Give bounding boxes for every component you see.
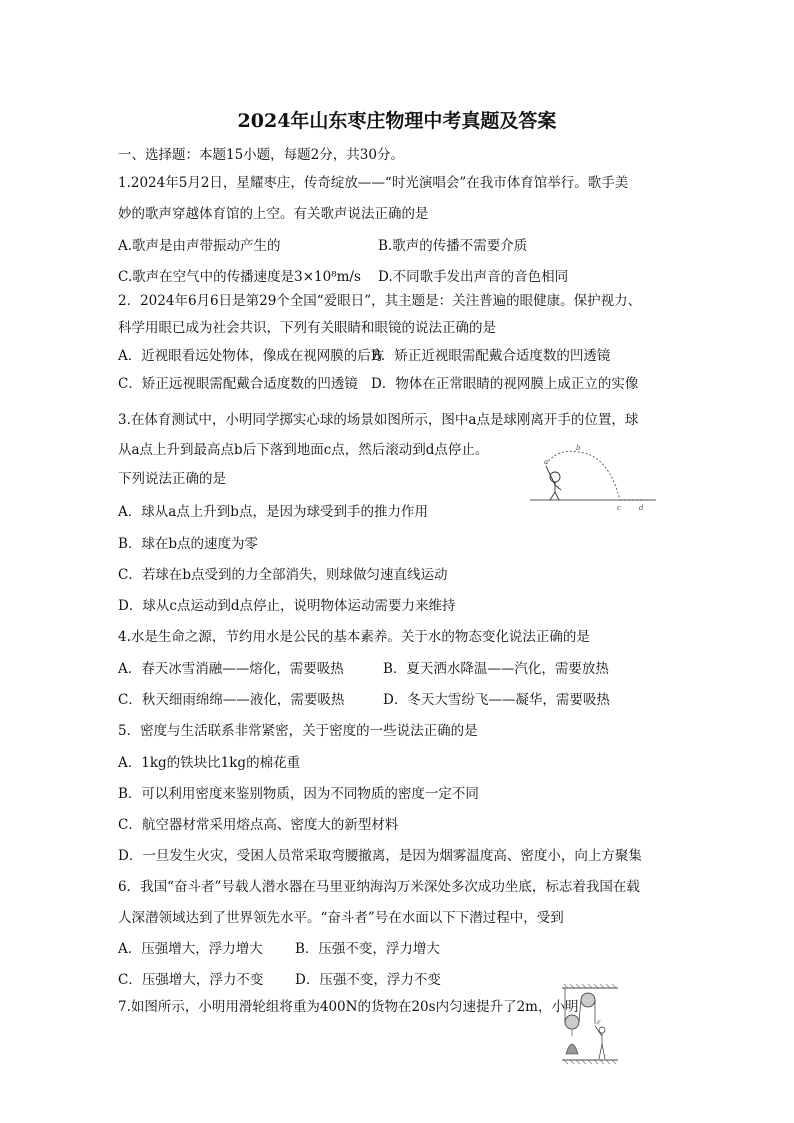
q3-stem: 从a点上升到最高点b后下落到地面c点，然后滚动到d点停止。: [118, 442, 489, 458]
q6-option-c: C．压强增大，浮力不变: [118, 972, 264, 988]
label-f: F: [597, 1020, 601, 1026]
label-a: a: [544, 458, 549, 466]
q1-option-b: B.歌声的传播不需要介质: [378, 238, 528, 254]
q6-stem: 6．我国“奋斗者”号载人潜水器在马里亚纳海沟万米深处多次成功坐底，标志着我国在载: [118, 879, 640, 895]
q5-stem: 5．密度与生活联系非常紧密，关于密度的一些说法正确的是: [118, 723, 478, 739]
q1-option-c: C.歌声在空气中的传播速度是3×10⁸m/s: [118, 269, 361, 285]
pulley-figure: [558, 984, 622, 1064]
q2-stem: 2．2024年6月6日是第29个全国“爱眼日”，其主题是：关注普遍的眼健康。保护视力、: [118, 293, 642, 309]
q7-stem: 7.如图所示，小明用滑轮组将重为400N的货物在20s内匀速提升了2m，小明: [118, 999, 579, 1015]
q2-option-d: D．物体在正常眼睛的视网膜上成正立的实像: [371, 376, 639, 392]
q6-option-b: B．压强不变，浮力增大: [295, 941, 440, 957]
q2-option-c: C．矫正远视眼需配戴合适度数的凹透镜: [118, 376, 358, 392]
q3-option-d: D．球从c点运动到d点停止，说明物体运动需要力来维持: [118, 598, 456, 614]
q3-stem: 下列说法正确的是: [118, 471, 226, 487]
q1-stem: 1.2024年5月2日，星耀枣庄，传奇绽放——“时光演唱会”在我市体育馆举行。歌手美: [118, 175, 629, 191]
q3-stem: 3.在体育测试中，小明同学掷实心球的场景如图所示，图中a点是球刚离开手的位置，球: [118, 412, 639, 428]
q4-option-b: B．夏天洒水降温——汽化，需要放热: [383, 661, 609, 677]
q4-option-c: C．秋天细雨绵绵——液化，需要吸热: [118, 692, 345, 708]
q3-option-a: A．球从a点上升到b点，是因为球受到手的推力作用: [118, 504, 428, 520]
q4-option-a: A．春天冰雪消融——熔化，需要吸热: [118, 661, 344, 677]
q5-option-b: B．可以利用密度来鉴别物质，因为不同物质的密度一定不同: [118, 786, 479, 802]
q2-stem: 科学用眼已成为社会共识，下列有关眼睛和眼镜的说法正确的是: [118, 320, 496, 336]
q6-stem: 人深潜领域达到了世界领先水平。“奋斗者”号在水面以下下潜过程中，受到: [118, 910, 564, 926]
q4-option-d: D．冬天大雪纷飞——凝华，需要吸热: [383, 692, 610, 708]
q1-stem: 妙的歌声穿越体育馆的上空。有关歌声说法正确的是: [118, 206, 429, 222]
q4-stem: 4.水是生命之源，节约用水是公民的基本素养。关于水的物态变化说法正确的是: [118, 629, 590, 645]
throw-figure: [528, 444, 658, 514]
q6-option-d: D．压强不变，浮力不变: [295, 972, 441, 988]
q3-option-c: C．若球在b点受到的力全部消失，则球做匀速直线运动: [118, 567, 448, 583]
q6-option-a: A．压强增大，浮力增大: [118, 941, 263, 957]
q1-option-d: D.不同歌手发出声音的音色相同: [378, 269, 569, 285]
q2-option-a: A．近视眼看远处物体，像成在视网膜的后方: [118, 348, 385, 364]
label-b: b: [576, 444, 581, 452]
q1-option-a: A.歌声是由声带振动产生的: [118, 238, 281, 254]
page-title: 2024年山东枣庄物理中考真题及答案: [237, 110, 557, 132]
label-d: d: [639, 504, 644, 512]
q5-option-d: D．一旦发生火灾，受困人员常采取弯腰撤离，是因为烟雾温度高、密度小，向上方聚集: [118, 848, 642, 864]
q5-option-c: C．航空器材常采用熔点高、密度大的新型材料: [118, 817, 399, 833]
q5-option-a: A．1kg的铁块比1kg的棉花重: [118, 755, 301, 771]
section-heading: 一、选择题：本题15小题，每题2分，共30分。: [118, 147, 404, 163]
label-c: c: [617, 504, 621, 512]
q2-option-b: B．矫正近视眼需配戴合适度数的凹透镜: [371, 348, 611, 364]
q3-option-b: B．球在b点的速度为零: [118, 536, 259, 552]
